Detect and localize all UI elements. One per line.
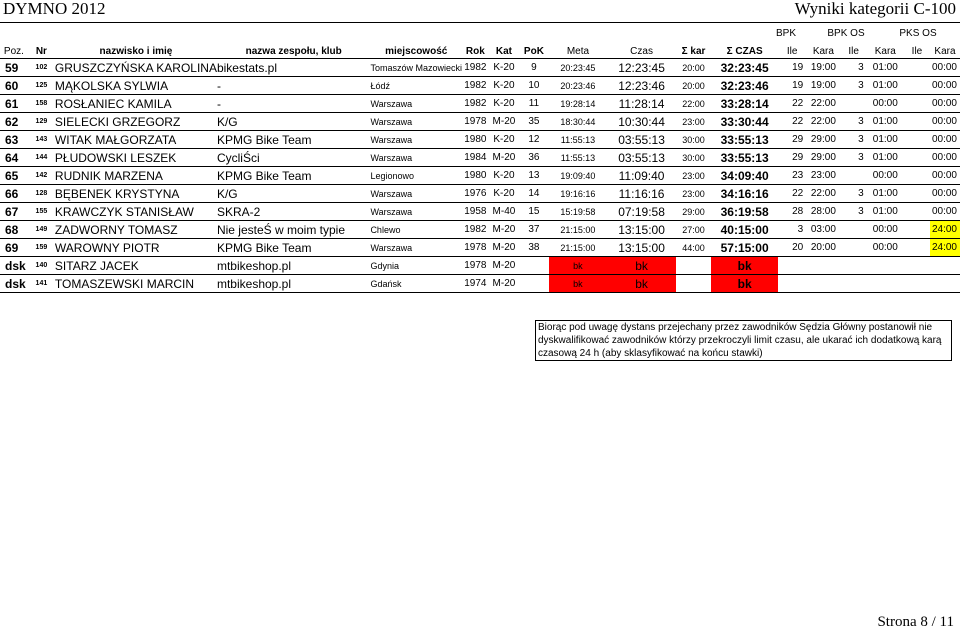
cell-pks-kara: 00:00	[930, 95, 960, 113]
cell-nr: 159	[28, 239, 55, 257]
cell-czas: 12:23:45	[607, 59, 676, 77]
cell-city: Warszawa	[370, 185, 462, 203]
results-table	[0, 44, 960, 293]
cell-pok	[519, 275, 548, 293]
cell-czas: 03:55:13	[607, 149, 676, 167]
cell-pok: 9	[519, 59, 548, 77]
group-bpk: BPK	[775, 28, 796, 39]
cell-bpk-ile: 22	[778, 185, 806, 203]
cell-bpk-ile: 20	[778, 239, 806, 257]
cell-bpk-kara: 29:00	[806, 149, 840, 167]
cell-meta: 19:16:16	[549, 185, 608, 203]
cell-kar: 30:00	[676, 131, 711, 149]
cell-kat: K-20	[489, 185, 520, 203]
table-row	[0, 77, 960, 95]
cell-sum: 33:28:14	[711, 95, 778, 113]
cell-os-kara: 00:00	[867, 239, 904, 257]
cell-year: 1980	[462, 167, 489, 185]
cell-bpk-kara: 22:00	[806, 185, 840, 203]
cell-czas: 03:55:13	[607, 131, 676, 149]
cell-team: mtbikeshop.pl	[217, 257, 370, 275]
cell-sum: 34:09:40	[711, 167, 778, 185]
cell-pks-ile	[904, 131, 930, 149]
cell-pok: 38	[519, 239, 548, 257]
cell-bpk-kara	[806, 257, 840, 275]
cell-city: Chlewo	[370, 221, 462, 239]
cell-sum: 33:30:44	[711, 113, 778, 131]
cell-os-kara: 01:00	[867, 131, 904, 149]
cell-bpk-ile	[778, 275, 806, 293]
cell-kar: 20:00	[676, 77, 711, 95]
cell-pok: 11	[519, 95, 548, 113]
column-header: Σ CZAS	[711, 44, 778, 59]
cell-bpk-kara: 22:00	[806, 113, 840, 131]
cell-czas: 07:19:58	[607, 203, 676, 221]
cell-bpk-ile: 19	[778, 77, 806, 95]
column-header: Σ kar	[676, 44, 711, 59]
cell-name: TOMASZEWSKI MARCIN	[55, 275, 217, 293]
cell-pok: 15	[519, 203, 548, 221]
table-row	[0, 275, 960, 293]
cell-nr: 102	[28, 59, 55, 77]
cell-sum: bk	[711, 275, 778, 293]
cell-bpk-kara: 29:00	[806, 131, 840, 149]
cell-year: 1958	[462, 203, 489, 221]
cell-name: KRAWCZYK STANISŁAW	[55, 203, 217, 221]
cell-nr: 149	[28, 221, 55, 239]
cell-pks-ile	[904, 239, 930, 257]
cell-name: WITAK MAŁGORZATA	[55, 131, 217, 149]
cell-sum: 34:16:16	[711, 185, 778, 203]
cell-kar: 23:00	[676, 185, 711, 203]
cell-os-kara	[867, 275, 904, 293]
cell-pok: 14	[519, 185, 548, 203]
cell-meta: 20:23:45	[549, 59, 608, 77]
cell-os-ile: 3	[841, 59, 867, 77]
cell-kar: 27:00	[676, 221, 711, 239]
table-row	[0, 59, 960, 77]
cell-kat: K-20	[489, 95, 520, 113]
cell-bpk-kara: 28:00	[806, 203, 840, 221]
cell-pks-kara	[930, 275, 960, 293]
cell-os-ile	[841, 95, 867, 113]
cell-meta: 15:19:58	[549, 203, 608, 221]
cell-kar	[676, 275, 711, 293]
cell-pos: 63	[0, 131, 28, 149]
cell-year: 1982	[462, 95, 489, 113]
cell-nr: 125	[28, 77, 55, 95]
cell-czas: bk	[607, 275, 676, 293]
cell-os-ile	[841, 239, 867, 257]
cell-kat: M-20	[489, 113, 520, 131]
cell-pks-ile	[904, 77, 930, 95]
cell-bpk-ile: 29	[778, 149, 806, 167]
cell-czas: 11:28:14	[607, 95, 676, 113]
column-header: Kat	[489, 44, 520, 59]
cell-pos: dsk	[0, 257, 28, 275]
cell-os-kara: 01:00	[867, 113, 904, 131]
cell-kat: M-20	[489, 257, 520, 275]
cell-nr: 142	[28, 167, 55, 185]
note-text: Biorąc pod uwagę dystans przejechany przez zawodników Sędzia Główny postanowił nie dyskwalifikować zawodników którzy przekroczyli limit czasu, ale ukarać ich dodatkową karą czasową 24 h (aby sklasyfikować na końcu stawki)	[535, 320, 952, 361]
table-row	[0, 113, 960, 131]
cell-pos: 62	[0, 113, 28, 131]
cell-kar	[676, 257, 711, 275]
column-header: Kara	[806, 44, 840, 59]
cell-sum: 33:55:13	[711, 131, 778, 149]
cell-meta: 21:15:00	[549, 221, 608, 239]
cell-os-ile	[841, 257, 867, 275]
cell-pks-ile	[904, 167, 930, 185]
cell-os-kara: 01:00	[867, 203, 904, 221]
cell-pok: 37	[519, 221, 548, 239]
cell-name: WAROWNY PIOTR	[55, 239, 217, 257]
column-header: nazwa zespołu, klub	[217, 44, 370, 59]
cell-kat: M-20	[489, 239, 520, 257]
cell-team: -	[217, 77, 370, 95]
cell-nr: 144	[28, 149, 55, 167]
cell-bpk-kara: 19:00	[806, 59, 840, 77]
cell-os-kara: 01:00	[867, 59, 904, 77]
column-header: miejscowość	[370, 44, 462, 59]
cell-os-ile: 3	[841, 203, 867, 221]
cell-nr: 129	[28, 113, 55, 131]
cell-year: 1980	[462, 131, 489, 149]
cell-meta: bk	[549, 257, 608, 275]
cell-kat: K-20	[489, 59, 520, 77]
cell-os-kara: 00:00	[867, 221, 904, 239]
cell-team: KPMG Bike Team	[217, 167, 370, 185]
group-bpk-os: BPK OS	[827, 28, 865, 39]
cell-bpk-ile: 22	[778, 113, 806, 131]
cell-pos: 60	[0, 77, 28, 95]
cell-kar: 22:00	[676, 95, 711, 113]
cell-pks-ile	[904, 221, 930, 239]
page-number: Strona 8 / 11	[877, 614, 954, 630]
cell-team: K/G	[217, 113, 370, 131]
cell-kat: M-20	[489, 221, 520, 239]
cell-nr: 155	[28, 203, 55, 221]
header-divider	[0, 22, 960, 23]
cell-city: Gdynia	[370, 257, 462, 275]
table-row	[0, 131, 960, 149]
cell-team: mtbikeshop.pl	[217, 275, 370, 293]
cell-team: bikestats.pl	[217, 59, 370, 77]
cell-sum: bk	[711, 257, 778, 275]
cell-nr: 158	[28, 95, 55, 113]
cell-os-ile: 3	[841, 131, 867, 149]
cell-bpk-kara: 19:00	[806, 77, 840, 95]
cell-city: Warszawa	[370, 203, 462, 221]
cell-os-kara	[867, 257, 904, 275]
cell-pos: 61	[0, 95, 28, 113]
cell-pks-kara: 00:00	[930, 59, 960, 77]
cell-sum: 40:15:00	[711, 221, 778, 239]
column-header: nazwisko i imię	[55, 44, 217, 59]
cell-bpk-ile: 29	[778, 131, 806, 149]
cell-meta: 11:55:13	[549, 131, 608, 149]
column-header: Ile	[778, 44, 806, 59]
column-header: Ile	[841, 44, 867, 59]
cell-kar: 30:00	[676, 149, 711, 167]
table-row	[0, 203, 960, 221]
cell-czas: 13:15:00	[607, 221, 676, 239]
cell-bpk-ile: 3	[778, 221, 806, 239]
cell-kat: M-20	[489, 149, 520, 167]
document-title: DYMNO 2012	[3, 0, 106, 18]
cell-meta: 11:55:13	[549, 149, 608, 167]
cell-os-kara: 01:00	[867, 185, 904, 203]
cell-kat: K-20	[489, 77, 520, 95]
table-row	[0, 221, 960, 239]
cell-pks-ile	[904, 95, 930, 113]
cell-pks-ile	[904, 59, 930, 77]
cell-meta: 19:28:14	[549, 95, 608, 113]
results-category-title: Wyniki kategorii C-100	[794, 0, 956, 18]
cell-os-ile: 3	[841, 77, 867, 95]
cell-team: Nie jesteŚ w moim typie	[217, 221, 370, 239]
cell-os-ile: 3	[841, 185, 867, 203]
cell-pos: 69	[0, 239, 28, 257]
cell-city: Warszawa	[370, 239, 462, 257]
cell-kar: 29:00	[676, 203, 711, 221]
cell-kar: 44:00	[676, 239, 711, 257]
cell-kar: 20:00	[676, 59, 711, 77]
cell-czas: 12:23:46	[607, 77, 676, 95]
cell-nr: 140	[28, 257, 55, 275]
cell-sum: 36:19:58	[711, 203, 778, 221]
cell-city: Warszawa	[370, 95, 462, 113]
cell-pks-ile	[904, 275, 930, 293]
cell-meta: 18:30:44	[549, 113, 608, 131]
cell-pks-kara: 00:00	[930, 113, 960, 131]
cell-bpk-kara: 20:00	[806, 239, 840, 257]
cell-city: Warszawa	[370, 113, 462, 131]
cell-bpk-kara: 22:00	[806, 95, 840, 113]
cell-team: -	[217, 95, 370, 113]
cell-os-ile	[841, 167, 867, 185]
group-pks-os: PKS OS	[899, 28, 937, 39]
cell-os-kara: 01:00	[867, 149, 904, 167]
cell-year: 1982	[462, 221, 489, 239]
cell-czas: 11:16:16	[607, 185, 676, 203]
cell-pks-kara: 24:00	[930, 221, 960, 239]
cell-city: Łódź	[370, 77, 462, 95]
column-header: Kara	[930, 44, 960, 59]
cell-meta: 19:09:40	[549, 167, 608, 185]
cell-name: PŁUDOWSKI LESZEK	[55, 149, 217, 167]
cell-pks-kara: 00:00	[930, 167, 960, 185]
cell-team: K/G	[217, 185, 370, 203]
table-row	[0, 257, 960, 275]
cell-pks-ile	[904, 113, 930, 131]
cell-pok: 36	[519, 149, 548, 167]
cell-meta: bk	[549, 275, 608, 293]
cell-name: BĘBENEK KRYSTYNA	[55, 185, 217, 203]
cell-city: Tomaszów Mazowiecki	[370, 59, 462, 77]
cell-pks-kara	[930, 257, 960, 275]
cell-team: CycliŚci	[217, 149, 370, 167]
cell-kat: K-20	[489, 167, 520, 185]
cell-pok: 35	[519, 113, 548, 131]
cell-os-kara: 00:00	[867, 167, 904, 185]
cell-pks-ile	[904, 203, 930, 221]
cell-year: 1984	[462, 149, 489, 167]
cell-bpk-ile: 23	[778, 167, 806, 185]
table-header-row	[0, 44, 960, 59]
cell-team: KPMG Bike Team	[217, 131, 370, 149]
cell-pks-ile	[904, 257, 930, 275]
cell-nr: 128	[28, 185, 55, 203]
cell-pos: 67	[0, 203, 28, 221]
cell-year: 1982	[462, 77, 489, 95]
cell-pok: 10	[519, 77, 548, 95]
column-header: Rok	[462, 44, 489, 59]
cell-czas: bk	[607, 257, 676, 275]
cell-name: ROSŁANIEC KAMILA	[55, 95, 217, 113]
cell-os-ile: 3	[841, 113, 867, 131]
table-row	[0, 167, 960, 185]
cell-team: KPMG Bike Team	[217, 239, 370, 257]
cell-bpk-ile: 28	[778, 203, 806, 221]
cell-czas: 13:15:00	[607, 239, 676, 257]
cell-bpk-kara: 03:00	[806, 221, 840, 239]
cell-year: 1978	[462, 257, 489, 275]
cell-name: ZADWORNY TOMASZ	[55, 221, 217, 239]
cell-pok: 13	[519, 167, 548, 185]
cell-city: Legionowo	[370, 167, 462, 185]
column-header: Poz.	[0, 44, 28, 59]
cell-sum: 57:15:00	[711, 239, 778, 257]
cell-os-kara: 01:00	[867, 77, 904, 95]
cell-meta: 21:15:00	[549, 239, 608, 257]
cell-pks-kara: 00:00	[930, 131, 960, 149]
cell-year: 1974	[462, 275, 489, 293]
cell-czas: 10:30:44	[607, 113, 676, 131]
cell-team: SKRA-2	[217, 203, 370, 221]
disqualification-note	[535, 320, 952, 361]
cell-pks-kara: 00:00	[930, 149, 960, 167]
cell-city: Warszawa	[370, 131, 462, 149]
cell-kat: M-40	[489, 203, 520, 221]
cell-pok: 12	[519, 131, 548, 149]
table-row	[0, 239, 960, 257]
cell-city: Warszawa	[370, 149, 462, 167]
cell-pos: dsk	[0, 275, 28, 293]
column-header: Meta	[549, 44, 608, 59]
cell-pks-ile	[904, 185, 930, 203]
cell-nr: 141	[28, 275, 55, 293]
column-header: Nr	[28, 44, 55, 59]
cell-sum: 32:23:45	[711, 59, 778, 77]
column-header: Kara	[867, 44, 904, 59]
cell-pks-kara: 24:00	[930, 239, 960, 257]
cell-os-ile: 3	[841, 149, 867, 167]
column-header: Czas	[607, 44, 676, 59]
cell-sum: 33:55:13	[711, 149, 778, 167]
cell-name: SITARZ JACEK	[55, 257, 217, 275]
cell-pos: 64	[0, 149, 28, 167]
table-row	[0, 95, 960, 113]
column-header: PoK	[519, 44, 548, 59]
cell-city: Gdańsk	[370, 275, 462, 293]
cell-year: 1976	[462, 185, 489, 203]
cell-name: MĄKOLSKA SYLWIA	[55, 77, 217, 95]
cell-kat: M-20	[489, 275, 520, 293]
cell-bpk-ile: 22	[778, 95, 806, 113]
cell-pks-kara: 00:00	[930, 185, 960, 203]
cell-bpk-ile: 19	[778, 59, 806, 77]
cell-sum: 32:23:46	[711, 77, 778, 95]
cell-pos: 68	[0, 221, 28, 239]
cell-os-ile	[841, 221, 867, 239]
table-row	[0, 149, 960, 167]
cell-name: SIELECKI GRZEGORZ	[55, 113, 217, 131]
cell-bpk-ile	[778, 257, 806, 275]
cell-bpk-kara	[806, 275, 840, 293]
cell-pks-kara: 00:00	[930, 203, 960, 221]
cell-kar: 23:00	[676, 167, 711, 185]
cell-year: 1978	[462, 239, 489, 257]
cell-pks-kara: 00:00	[930, 77, 960, 95]
cell-nr: 143	[28, 131, 55, 149]
table-row	[0, 185, 960, 203]
cell-pos: 65	[0, 167, 28, 185]
column-header: Ile	[904, 44, 930, 59]
cell-pks-ile	[904, 149, 930, 167]
cell-os-ile	[841, 275, 867, 293]
cell-os-kara: 00:00	[867, 95, 904, 113]
cell-kar: 23:00	[676, 113, 711, 131]
cell-czas: 11:09:40	[607, 167, 676, 185]
cell-meta: 20:23:46	[549, 77, 608, 95]
cell-pos: 66	[0, 185, 28, 203]
cell-name: RUDNIK MARZENA	[55, 167, 217, 185]
cell-bpk-kara: 23:00	[806, 167, 840, 185]
cell-year: 1978	[462, 113, 489, 131]
cell-kat: K-20	[489, 131, 520, 149]
cell-year: 1982	[462, 59, 489, 77]
cell-pos: 59	[0, 59, 28, 77]
cell-pok	[519, 257, 548, 275]
cell-name: GRUSZCZYŃSKA KAROLINA	[54, 60, 217, 75]
